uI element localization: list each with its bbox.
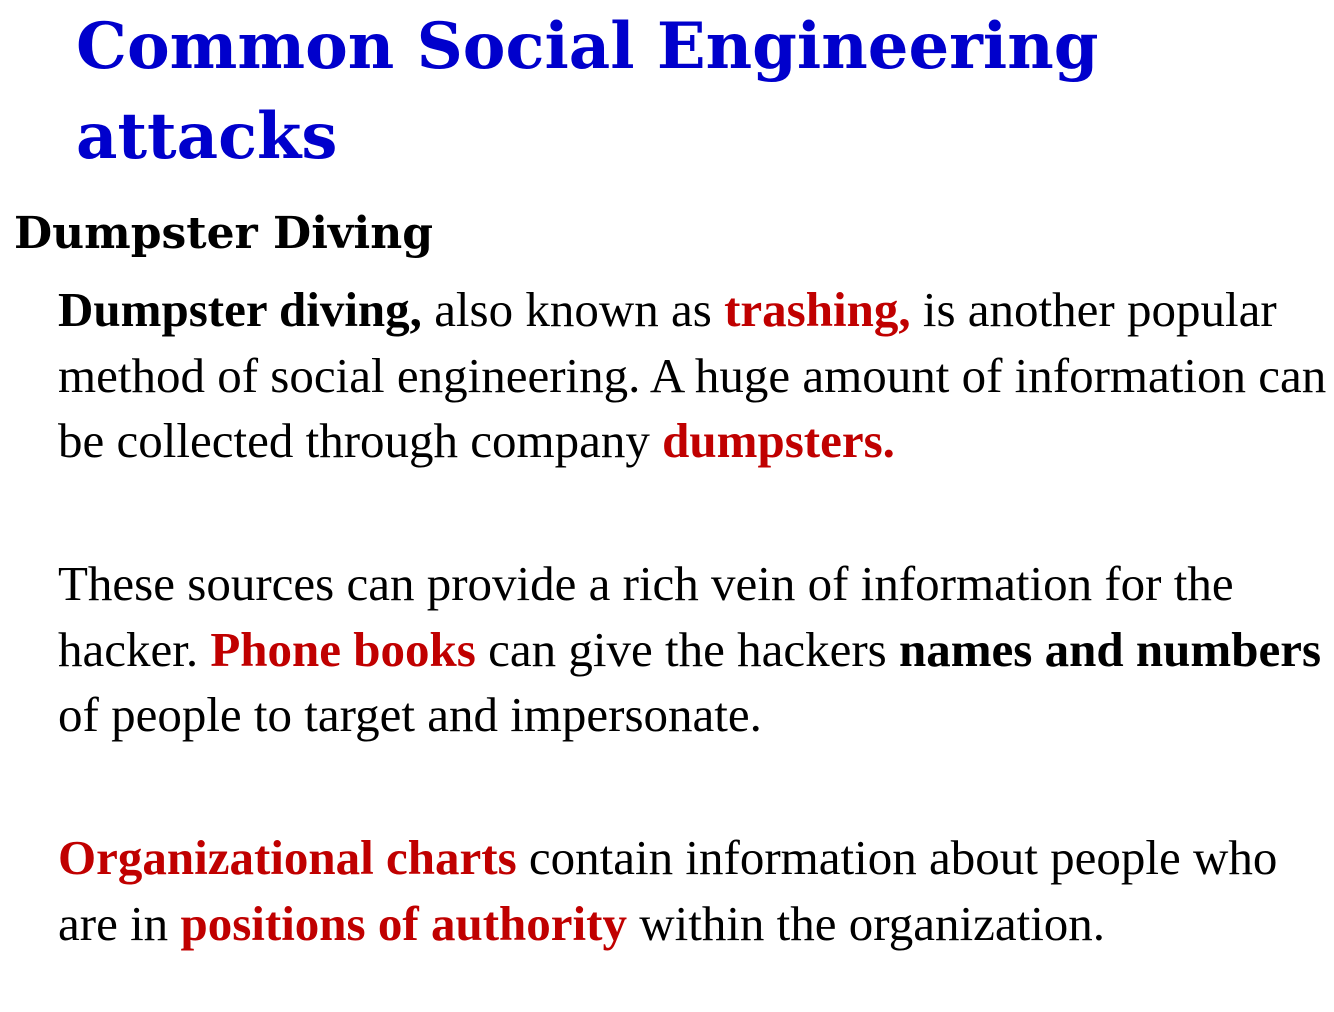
- paragraph-org-charts: [58, 825, 1328, 956]
- term-dumpsters: dumpsters.: [662, 413, 895, 468]
- term-phone-books: Phone books: [210, 621, 476, 677]
- term-names-and-numbers: names and numbers: [898, 621, 1322, 677]
- text-segment: These sources can provide a rich vein of information for the hacker.: [58, 556, 1234, 677]
- paragraph-sources: [58, 551, 1328, 748]
- text-segment: of people to target and impersonate.: [58, 687, 762, 742]
- text-segment: also known as: [421, 282, 725, 337]
- text-segment: within the organization.: [626, 895, 1106, 951]
- term-positions-of-authority: positions of authority: [180, 895, 627, 951]
- term-organizational-charts: Organizational charts: [58, 830, 517, 885]
- text-segment: is another popular method of social engineering. A huge amount of information can be collected through company: [58, 282, 1327, 468]
- term-dumpster-diving: Dumpster diving,: [58, 282, 422, 337]
- slide-title: Common Social Engineering attacks: [76, 9, 1099, 174]
- text-segment: can give the hackers: [475, 621, 899, 677]
- text-segment: contain information about people who are in: [58, 830, 1278, 951]
- section-heading: Dumpster Diving: [14, 208, 433, 259]
- term-trashing: trashing,: [724, 282, 911, 337]
- paragraph-dumpster-diving: [58, 277, 1328, 474]
